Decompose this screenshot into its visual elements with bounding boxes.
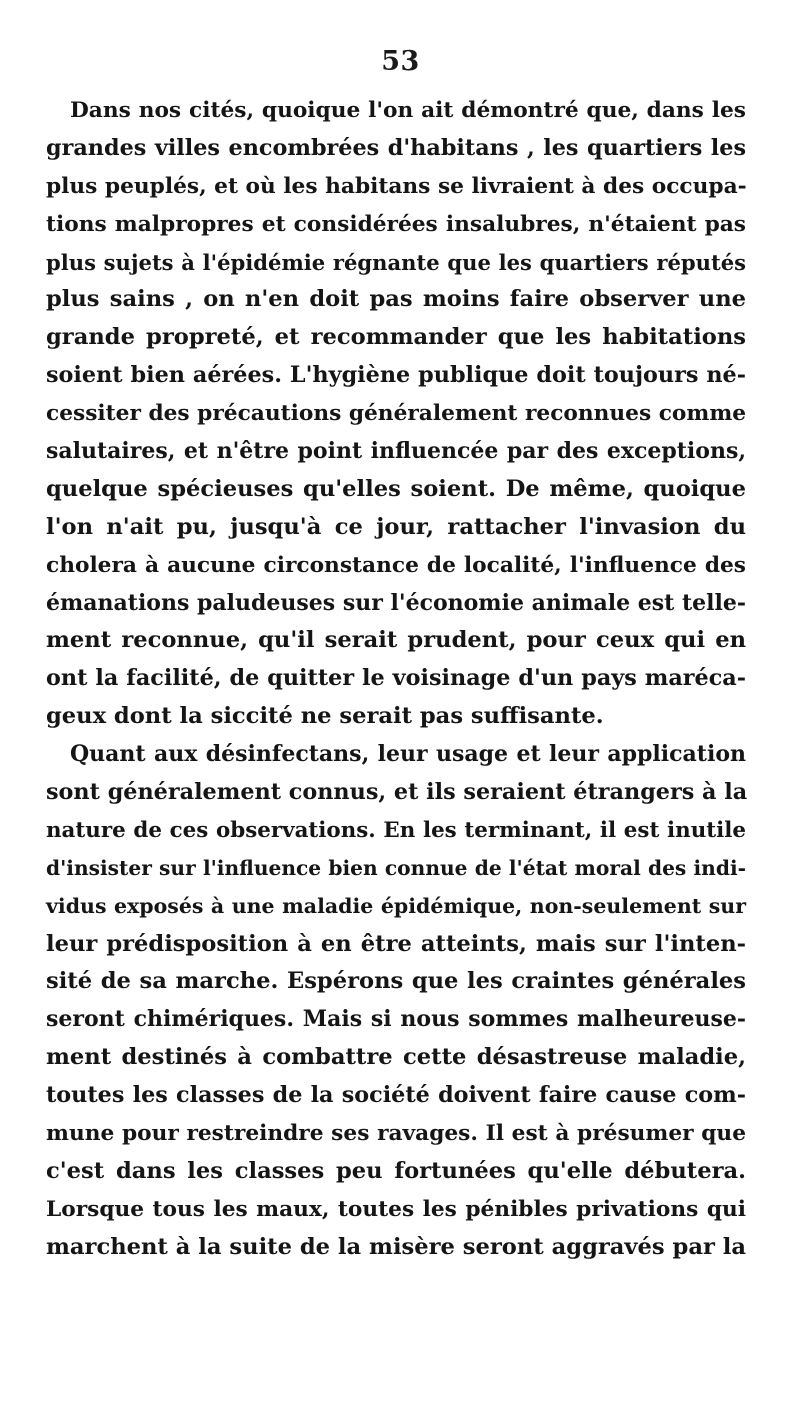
text-line: c'est dans les classes peu fortunées qu'elle débutera.	[46, 1157, 746, 1184]
text-line: leur prédisposition à en être atteints, mais sur l'inten-	[46, 930, 746, 957]
text-line: sité de sa marche. Espérons que les craintes générales	[46, 968, 746, 995]
text-line: émanations paludeuses sur l'économie animale est telle-	[46, 589, 746, 616]
text-line: marchent à la suite de la misère seront aggravés par la	[46, 1233, 746, 1260]
text-line: toutes les classes de la société doivent faire cause com-	[46, 1082, 746, 1109]
text-line: grandes villes encombrées d'habitans , les quartiers les	[46, 134, 746, 161]
text-line: l'on n'ait pu, jusqu'à ce jour, rattacher l'invasion du	[46, 513, 746, 540]
text-line: soient bien aérées. L'hygiène publique doit toujours né-	[46, 362, 746, 389]
text-line: ment destinés à combattre cette désastreuse maladie,	[46, 1044, 746, 1071]
text-line: Quant aux désinfectans, leur usage et leur application	[70, 741, 746, 768]
body-text	[46, 92, 746, 1267]
text-line: tions malpropres et considérées insalubres, n'étaient pas	[46, 211, 746, 237]
text-line: seront chimériques. Mais si nous sommes malheureuse-	[46, 1006, 746, 1033]
text-line: Dans nos cités, quoique l'on ait démontré que, dans les	[70, 98, 746, 123]
text-line: cholera à aucune circonstance de localité, l'influence des	[46, 552, 746, 578]
text-line: salutaires, et n'être point influencée par des exceptions,	[46, 438, 746, 465]
text-line: plus sujets à l'épidémie régnante que les quartiers réputés	[46, 249, 746, 275]
text-line: plus peuplés, et où les habitans se livraient à des occupa-	[46, 173, 747, 199]
page-number: 53	[381, 46, 420, 77]
text-line: sont généralement connus, et ils seraient étrangers à la	[46, 779, 748, 806]
text-line: mune pour restreindre ses ravages. Il est à présumer que	[46, 1121, 746, 1147]
text-line: d'insister sur l'influence bien connue de l'état moral des indi-	[46, 855, 746, 880]
text-line: Lorsque tous les maux, toutes les pénibles privations qui	[46, 1196, 746, 1222]
text-line: ment reconnue, qu'il serait prudent, pour ceux qui en	[46, 627, 746, 654]
text-line: cessiter des précautions généralement reconnues comme	[46, 401, 747, 427]
text-line: plus sains , on n'en doit pas moins faire observer une	[46, 286, 746, 313]
text-line: geux dont la siccité ne serait pas suffisante.	[46, 703, 604, 730]
text-line: grande propreté, et recommander que les habitations	[46, 324, 746, 351]
text-line: nature de ces observations. En les terminant, il est inutile	[46, 817, 746, 843]
text-line: ont la facilité, de quitter le voisinage d'un pays maréca-	[46, 665, 746, 692]
text-line: quelque spécieuses qu'elles soient. De même, quoique	[46, 475, 746, 502]
text-line: vidus exposés à une maladie épidémique, non-seulement sur	[46, 893, 746, 918]
